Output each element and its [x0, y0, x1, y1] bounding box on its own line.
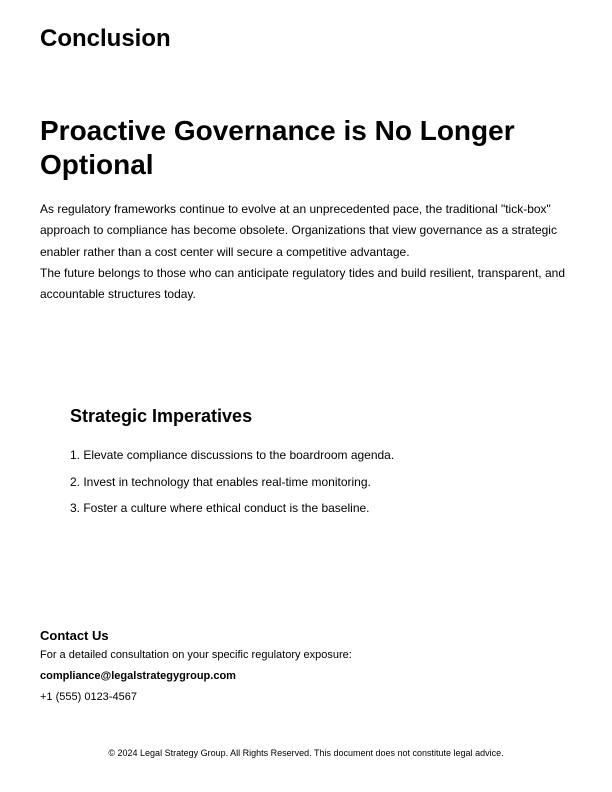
list-item: 2. Invest in technology that enables real-time monitoring. [70, 474, 371, 489]
contact-details [40, 645, 540, 708]
intro-paragraphs [40, 199, 575, 305]
strategic-imperatives-heading: Strategic Imperatives [70, 406, 253, 426]
paragraph: As regulatory frameworks continue to evolve at an unprecedented pace, the traditional "tick-box" approach to compliance has become obsolete. Organizations that view governance as a strategic enabler rather than a cost center will secure a competitive advantage. [40, 202, 557, 259]
strategic-imperatives-list [70, 442, 570, 522]
contact-email: compliance@legalstrategygroup.com [40, 670, 236, 682]
contact-us-heading: Contact Us [40, 628, 109, 643]
copyright-footer: © 2024 Legal Strategy Group. All Rights Reserved. This document does not constitute legal advice. [108, 748, 504, 758]
contact-phone: +1 (555) 0123-4567 [40, 691, 137, 703]
section-label: Conclusion [40, 25, 171, 52]
list-item: 1. Elevate compliance discussions to the boardroom agenda. [70, 448, 395, 462]
list-item: 3. Foster a culture where ethical conduct is the baseline. [70, 501, 370, 516]
paragraph: The future belongs to those who can anticipate regulatory tides and build resilient, transparent, and accountable structures today. [40, 265, 565, 302]
page-title: Proactive Governance is No Longer Optional [40, 115, 515, 180]
contact-intro: For a detailed consultation on your specific regulatory exposure: [40, 649, 352, 661]
